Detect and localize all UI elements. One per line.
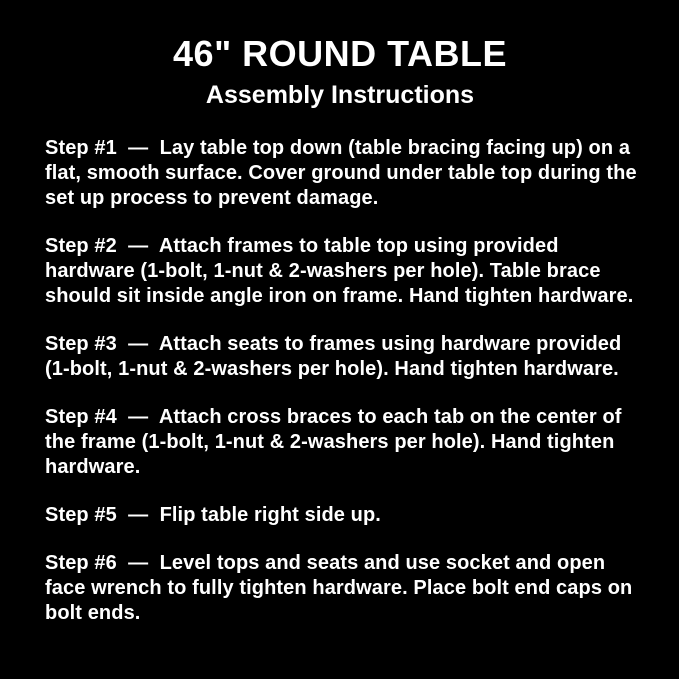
step-paragraph-4: Step #4 — Attach cross braces to each tab on the center of the frame (1-bolt, 1-nut & 2-washers per hole). Hand tighten hardware. [45, 405, 628, 478]
step-paragraph-3: Step #3 — Attach seats to frames using hardware provided (1-bolt, 1-nut & 2-washers per hole). Hand tighten hardware. [45, 332, 627, 380]
instructions-list [45, 136, 645, 626]
step-paragraph-6: Step #6 — Level tops and seats and use socket and open face wrench to fully tighten hardware. Place bolt end caps on bolt ends. [45, 551, 639, 624]
step-paragraph-1: Step #1 — Lay table top down (table bracing facing up) on a flat, smooth surface. Cover ground under table top during the set up process to prevent damage. [45, 136, 643, 209]
page-subtitle: Assembly Instructions [205, 81, 475, 110]
page-title: 46" ROUND TABLE [173, 33, 507, 74]
step-paragraph-5: Step #5 — Flip table right side up. [45, 503, 381, 526]
step-paragraph-2: Step #2 — Attach frames to table top using provided hardware (1-bolt, 1-nut & 2-washers per hole). Table brace should sit inside angle iron on frame. Hand tighten hardware. [45, 234, 634, 307]
